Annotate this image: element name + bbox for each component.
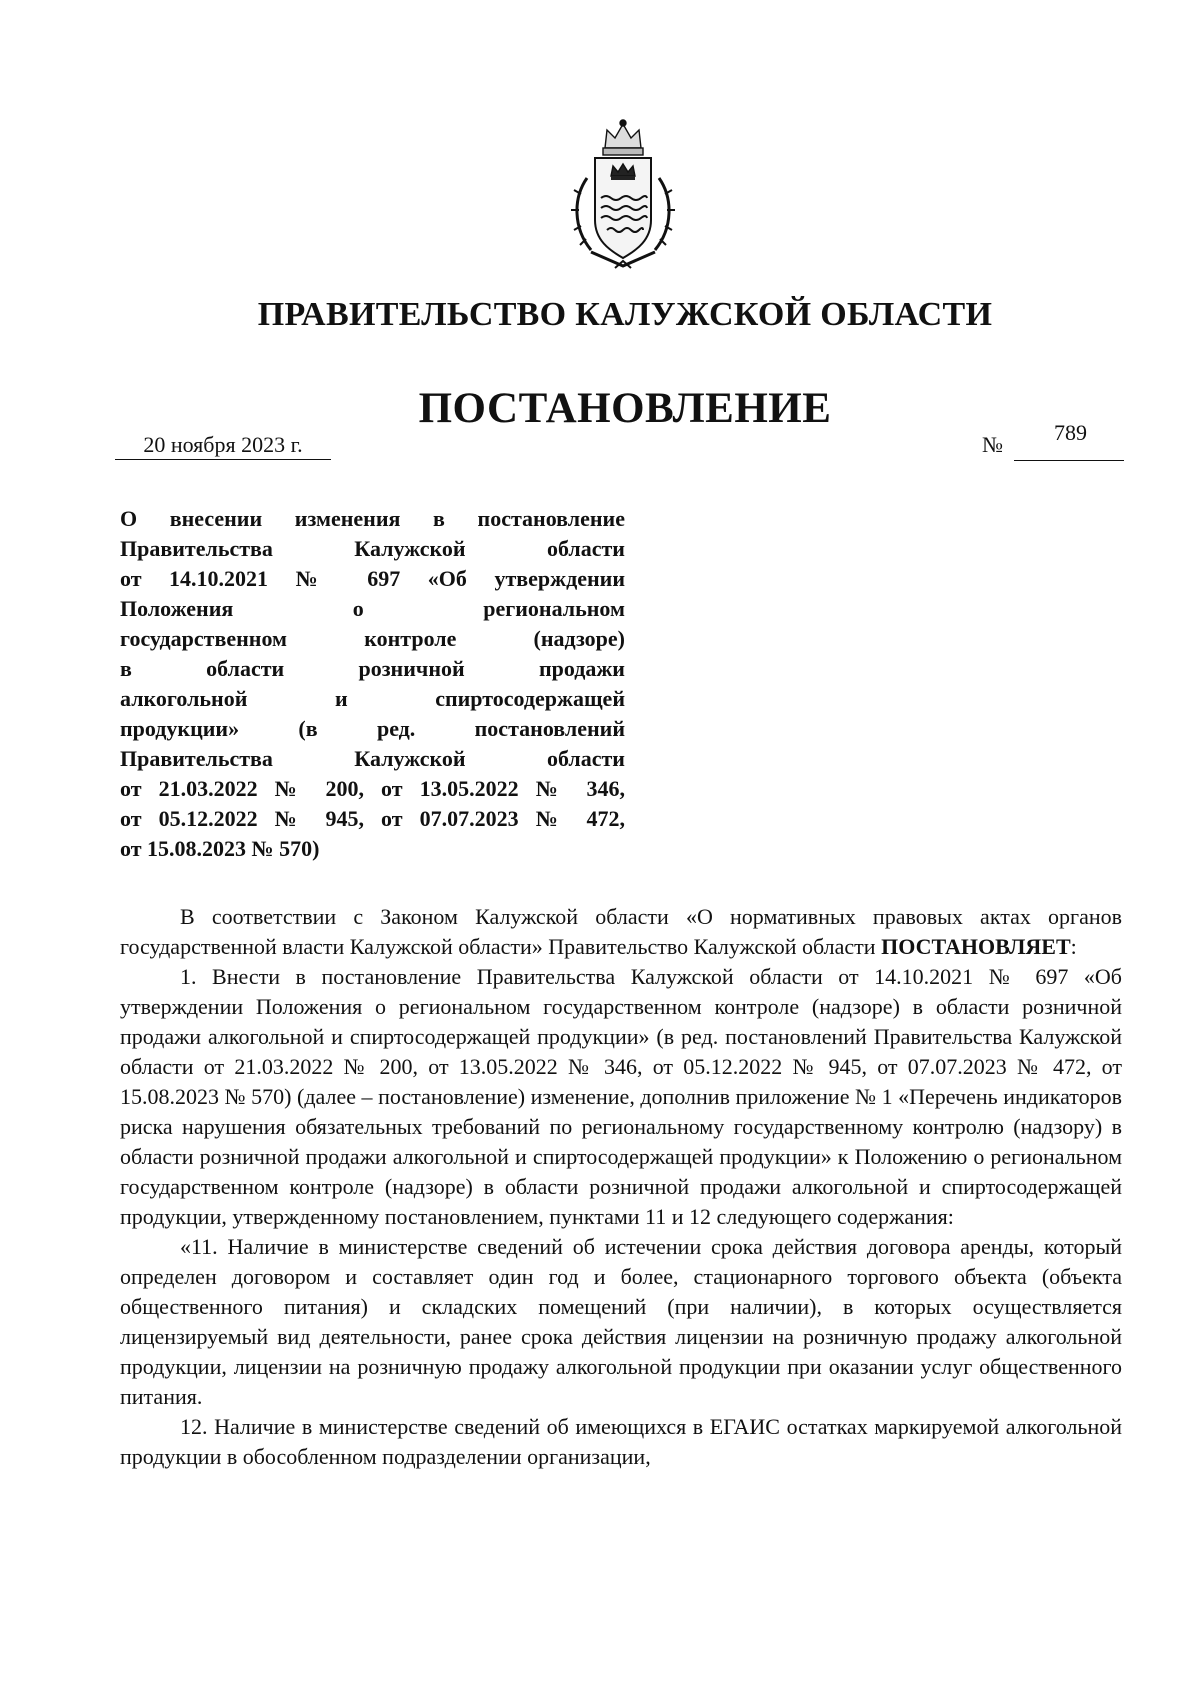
number-sign: № bbox=[982, 432, 1003, 457]
title-line: в области розничной продажи bbox=[120, 656, 625, 681]
title-line: Правительства Калужской области bbox=[120, 536, 625, 561]
preamble-paragraph bbox=[120, 902, 1122, 962]
paragraph-11: «11. Наличие в министерстве сведений об истечении срока действия договора аренды, который определен договором и составляет один год и более, стационарного торгового объекта (объекта общественного питания) и складских помещений (при наличии), в которых осуществляется лицензируемый вид деятельности, ранее срока действия лицензии на розничную продажу алкогольной продукции, лицензии на розничную продажу алкогольной продукции при оказании услуг общественного питания. bbox=[120, 1234, 1122, 1409]
preamble-colon: : bbox=[1070, 934, 1077, 959]
title-line: Правительства Калужской области bbox=[120, 746, 625, 771]
title-line: государственном контроле (надзоре) bbox=[120, 626, 625, 651]
title-line: Положения о региональном bbox=[120, 596, 625, 621]
document-number: 789 bbox=[1054, 420, 1087, 445]
title-line: от 21.03.2022 № 200, от 13.05.2022 № 346, bbox=[120, 776, 625, 801]
title-line: от 05.12.2022 № 945, от 07.07.2023 № 472, bbox=[120, 806, 625, 831]
title-line: от 14.10.2021 № 697 «Об утверждении bbox=[120, 566, 625, 591]
title-line: О внесении изменения в постановление bbox=[120, 506, 625, 531]
title-line: продукции» (в ред. постановлений bbox=[120, 716, 625, 741]
title-line: алкогольной и спиртосодержащей bbox=[120, 686, 625, 711]
document-body bbox=[120, 902, 1122, 1472]
document-number-field bbox=[982, 420, 1142, 466]
paragraph-1: 1. Внести в постановление Правительства Калужской области от 14.10.2021 № 697 «Об утверждении Положения о региональном государственном контроле (надзоре) в области розничной продажи алкогольной и спиртосодержащей продукции» (в ред. постановлений Правительства Калужской области от 21.03.2022 № 200, от 13.05.2022 № 346, от 05.12.2022 № 945, от 07.07.2023 № 472, от 15.08.2023 № 570) (далее – постановление) изменение, дополнив приложение № 1 «Перечень индикаторов риска нарушения обязательных требований по региональному государственному контролю (надзору) в области розничной продажи алкогольной и спиртосодержащей продукции» к Положению о региональном государственном контроле (надзоре) в области розничной продажи алкогольной и спиртосодержащей продукции, утвержденному постановлением, пунктами 11 и 12 следующего содержания: bbox=[120, 964, 1122, 1229]
title-line: от 15.08.2023 № 570) bbox=[120, 836, 320, 861]
organization-name: ПРАВИТЕЛЬСТВО КАЛУЖСКОЙ ОБЛАСТИ bbox=[257, 296, 993, 333]
document-title bbox=[120, 504, 625, 864]
paragraph-12: 12. Наличие в министерстве сведений об имеющихся в ЕГАИС остатках маркируемой алкогольной продукции в обособленном подразделении организации, bbox=[120, 1414, 1122, 1469]
kaluga-coat-of-arms-icon bbox=[567, 118, 679, 273]
number-underline bbox=[1014, 460, 1124, 461]
document-date: 20 ноября 2023 г. bbox=[115, 432, 331, 460]
resolution-keyword: ПОСТАНОВЛЯЕТ bbox=[881, 934, 1071, 959]
document-type: ПОСТАНОВЛЕНИЕ bbox=[418, 385, 832, 432]
preamble-text: В соответствии с Законом Калужской области «О нормативных правовых актах органов государственной власти Калужской области» Правительство Калужской области bbox=[120, 904, 1122, 959]
